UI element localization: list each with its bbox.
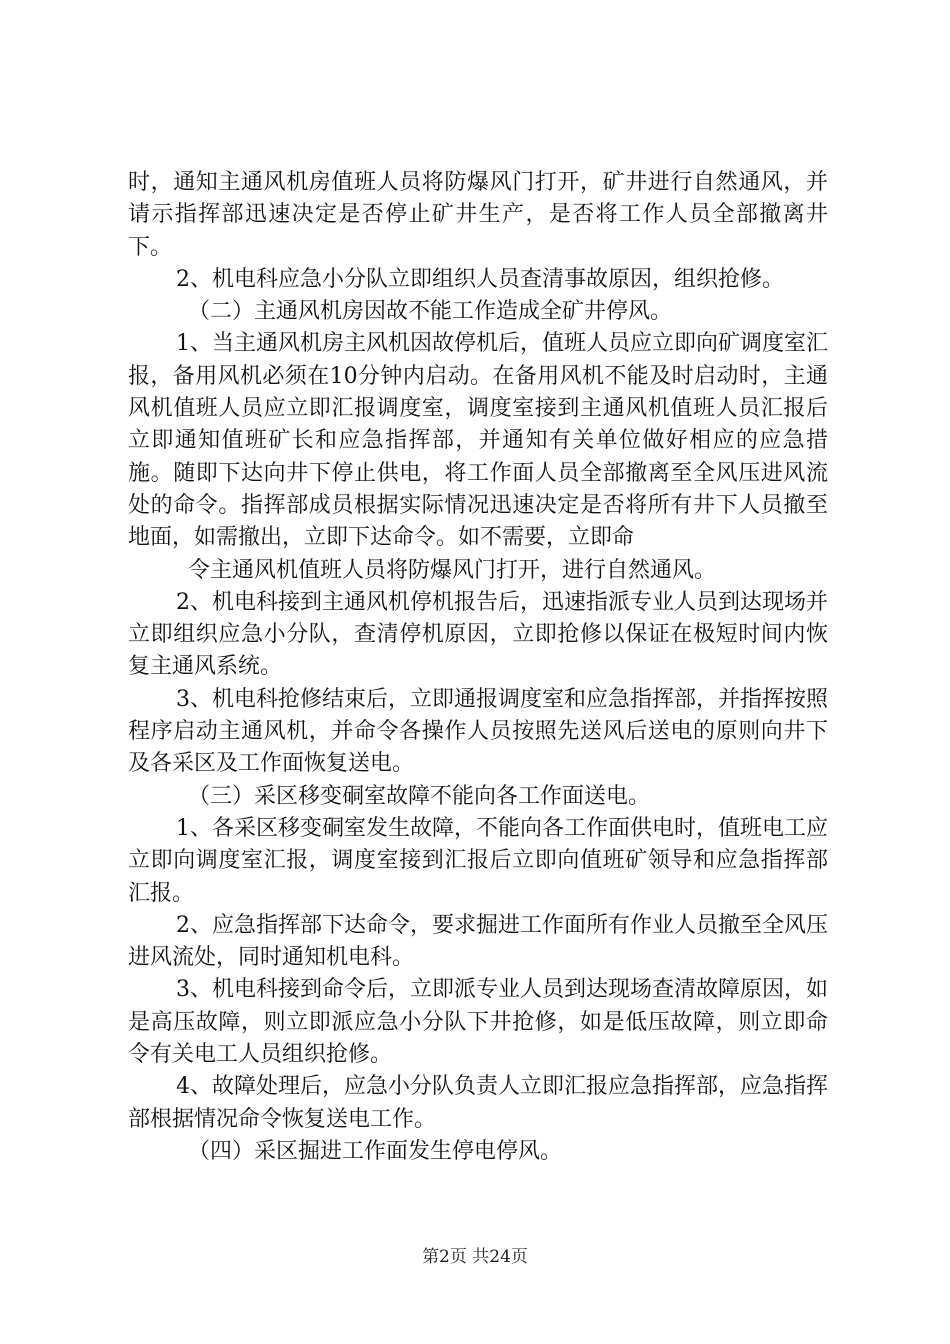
- paragraph-item-1b: 1、各采区移变硐室发生故障，不能向各工作面供电时，值班电工应立即向调度室汇报，调度室接到汇报后立即向值班矿领导和应急指挥部汇报。: [128, 815, 828, 906]
- document-body: [128, 167, 828, 1168]
- paragraph-item-2b: 2、机电科接到主通风机停机报告后，迅速指派专业人员到达现场并立即组织应急小分队，查清停机原因，立即抢修以保证在极短时间内恢复主通风系统。: [128, 589, 828, 680]
- page-number-footer: 第2页 共24页: [422, 1247, 528, 1267]
- paragraph-item-2c: 2、应急指挥部下达命令，要求掘进工作面所有作业人员撤至全风压进风流处，同时通知机电科。: [128, 912, 828, 971]
- paragraph-item-4: 4、故障处理后，应急小分队负责人立即汇报应急指挥部，应急指挥部根据情况命令恢复送电工作。: [128, 1074, 828, 1132]
- paragraph-continuation-command: 令主通风机值班人员将防爆风门打开，进行自然通风。: [188, 557, 717, 583]
- section-heading-4: （四）采区掘进工作面发生停电停风。: [188, 1138, 563, 1164]
- paragraph-item-3b: 3、机电科接到命令后，立即派专业人员到达现场查清故障原因，如是高压故障，则立即派应急小分队下井抢修，如是低压故障，则立即命令有关电工人员组织抢修。: [128, 977, 828, 1068]
- paragraph-item-3: 3、机电科抢修结束后，立即通报调度室和应急指挥部，并指挥按照程序启动主通风机，并命令各操作人员按照先送风后送电的原则向井下及各采区及工作面恢复送电。: [128, 686, 828, 777]
- paragraph-item-1: 1、当主通风机房主风机因故停机后，值班人员应立即向矿调度室汇报，备用风机必须在10分钟内启动。在备用风机不能及时启动时，主通风机值班人员应立即汇报调度室，调度室接到主通风机值班人员汇报后立即通知值班矿长和应急指挥部，并通知有关单位做好相应的应急措施。随即下达向井下停止供电，将工作面人员全部撤离至全风压进风流处的命令。指挥部成员根据实际情况迅速决定是否将所有井下人员撤至地面，如需撤出，立即下达命令。如不需要，立即命: [128, 331, 828, 551]
- section-heading-2: （二）主通风机房因故不能工作造成全矿井停风。: [188, 299, 673, 325]
- paragraph-continuation: 时，通知主通风机房值班人员将防爆风门打开，矿井进行自然通风，并请示指挥部迅速决定是否停止矿井生产，是否将工作人员全部撤离井下。: [128, 170, 828, 260]
- paragraph-item-2: 2、机电科应急小分队立即组织人员查清事故原因，组织抢修。: [176, 266, 784, 292]
- section-heading-3: （三）采区移变硐室故障不能向各工作面送电。: [188, 783, 651, 809]
